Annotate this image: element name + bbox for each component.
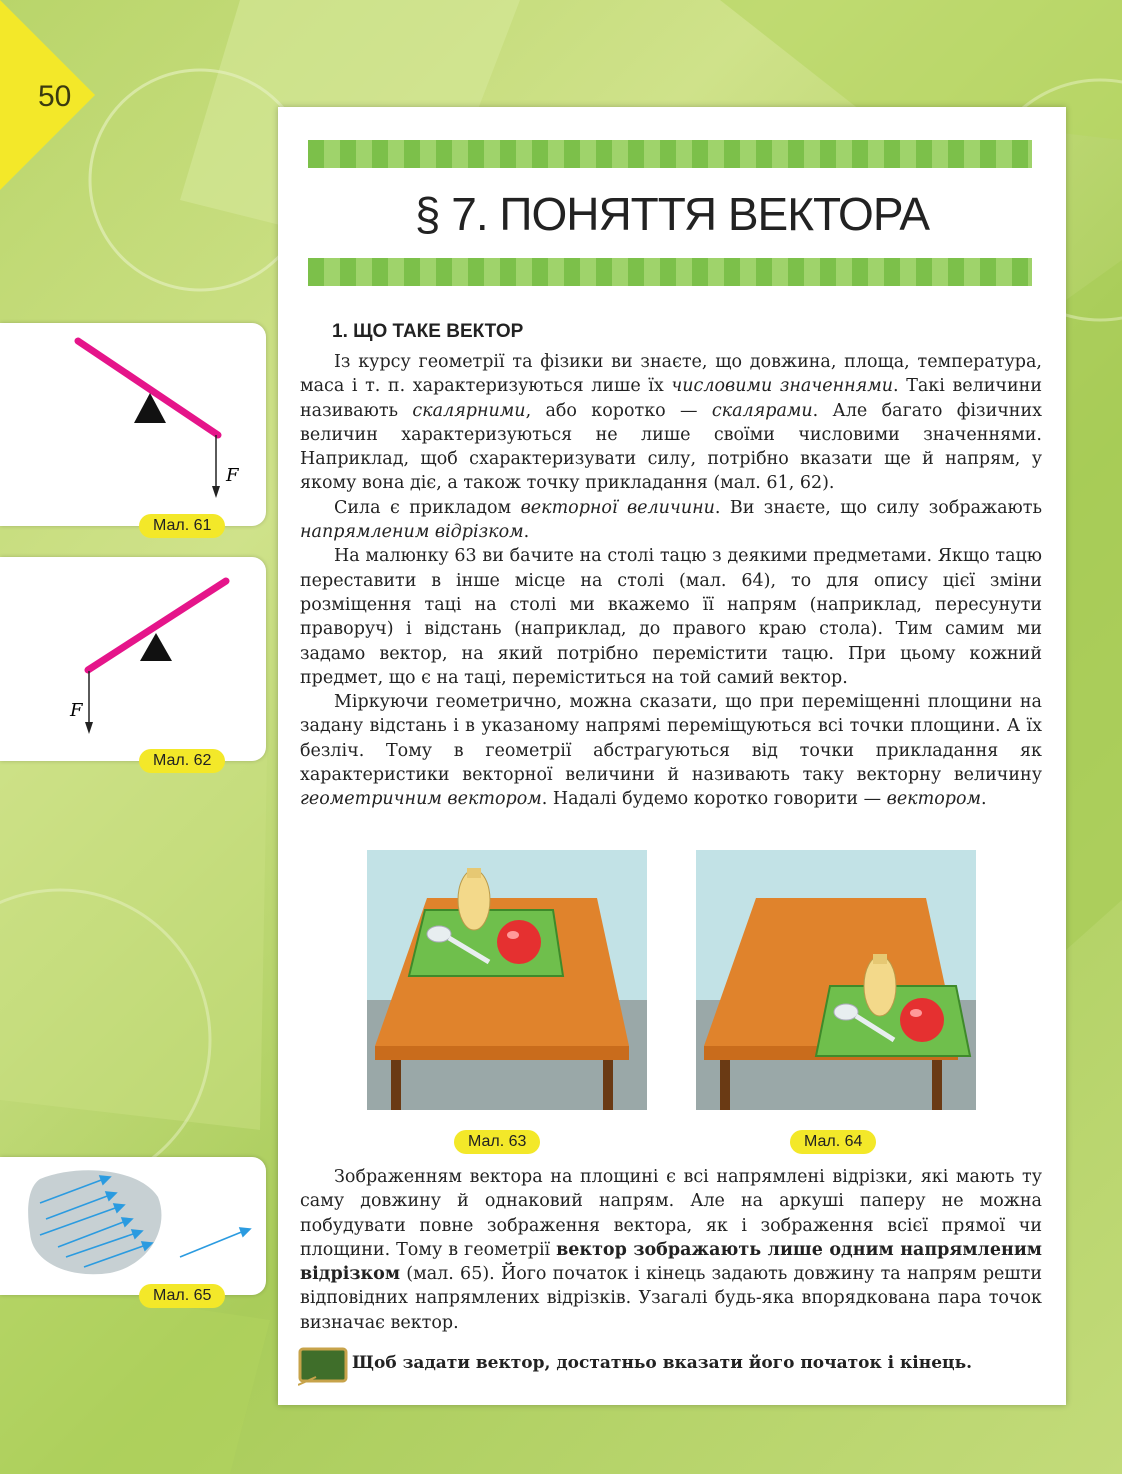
text-block-2	[300, 1165, 1042, 1335]
text-run: .	[523, 522, 530, 543]
main-content-panel	[278, 107, 1066, 1405]
force-label-62: F	[70, 700, 83, 721]
term-italic: геометричним вектором	[300, 789, 542, 810]
figure-65-vectors	[0, 1157, 266, 1295]
term-bold: вектор зображають лише одним напрямленим відрізком	[300, 1239, 1042, 1285]
paragraph-3: На малюнку 63 ви бачите на столі тацю з деякими предметами. Якщо тацю переставити в інше місце на столі (мал. 64), то для опису цієї зміни розміщення таці на столі ми вкажемо її напрям (наприклад, пересунути праворуч) і відстань (наприклад, до правого краю стола). Тим самим ми задамо вектор, на який потрібно перемістити тацю. При цьому кожний предмет, що є на таці, переміститься на той самий вектор.	[300, 546, 1042, 688]
figure-63-image	[367, 850, 647, 1110]
figure-64-caption: Мал. 64	[790, 1130, 876, 1154]
text-run: Зображенням вектора на площині є всі напрямлені відрізки, які мають ту саму довжину й однаковий напрям. Але на аркуші паперу не можна побудувати повне зображення вектора, як і зображення всієї прямої чи площини. Тому в геометрії	[300, 1167, 1042, 1260]
figure-62-card	[0, 557, 266, 761]
title-stripe-top	[308, 140, 1032, 168]
text-run: (мал. 65). Його початок і кінець задають довжину та напрям решти відповідних напрямлених відрізків. Узагалі будь-яка впорядкована пара точок визначає вектор.	[300, 1264, 1042, 1333]
text-run: Міркуючи геометрично, можна сказати, що при переміщенні площини на задану відстань і в указаному напрямі переміщуються всі точки площини. А їх безліч. Тому в геометрії абстрагуються від точки прикладання як характеристики векторної величини й називають таку векторну величину	[300, 692, 1042, 786]
text-run: Сила є прикладом	[334, 497, 521, 518]
text-run: Із курсу геометрії та фізики ви знаєте, що довжина, площа, температура, маса і т. п. характеризуються лише їх	[300, 352, 1042, 397]
chalkboard-icon	[298, 1347, 348, 1387]
figure-61-lever	[0, 323, 266, 526]
section-heading: 1. ЩО ТАКЕ ВЕКТОР	[332, 321, 524, 342]
text-run: . Але багато фізичних величин характеризуються не лише своїми числовими значеннями. Наприклад, щоб схарактеризувати силу, потрібно вказати ще й напрям, у якому вона діє, а також точку прикладання (мал. 61, 62).	[300, 400, 1042, 494]
paragraph-1	[300, 350, 1042, 496]
table-tray-left-illustration	[367, 850, 647, 1110]
figure-61-card	[0, 323, 266, 526]
figure-65-card	[0, 1157, 266, 1295]
term-italic: напрямленим відрізком	[300, 522, 524, 543]
text-run: , або коротко —	[525, 400, 712, 421]
key-rule: Щоб задати вектор, достатньо вказати його початок і кінець.	[352, 1353, 973, 1373]
text-run: . Ви знаєте, що силу зображають	[714, 497, 1042, 518]
force-label-61: F	[226, 465, 239, 486]
term-italic: скалярними	[412, 400, 526, 421]
paragraph-2	[300, 496, 1042, 545]
paragraph-4	[300, 690, 1042, 811]
term-italic: числовими значеннями	[671, 376, 894, 397]
table-tray-right-illustration	[696, 850, 976, 1110]
text-run: . Надалі будемо коротко говорити —	[541, 789, 887, 810]
figure-64-image	[696, 850, 976, 1110]
figure-65-caption: Мал. 65	[139, 1284, 225, 1308]
figure-63-caption: Мал. 63	[454, 1130, 540, 1154]
term-italic: скалярами	[711, 400, 813, 421]
title-stripe-bottom	[308, 258, 1032, 286]
term-italic: вектором	[886, 789, 982, 810]
figure-62-lever	[0, 557, 266, 761]
term-italic: векторної величини	[520, 497, 715, 518]
text-block-1	[300, 350, 1042, 812]
figure-62-caption: Мал. 62	[139, 749, 225, 773]
figure-61-caption: Мал. 61	[139, 514, 225, 538]
page-number: 50	[38, 80, 72, 113]
text-run: .	[981, 789, 987, 810]
page-title: § 7. ПОНЯТТЯ ВЕКТОРА	[414, 188, 930, 240]
paragraph-5	[300, 1165, 1042, 1335]
text-run: . Такі величини називають	[300, 376, 1042, 421]
